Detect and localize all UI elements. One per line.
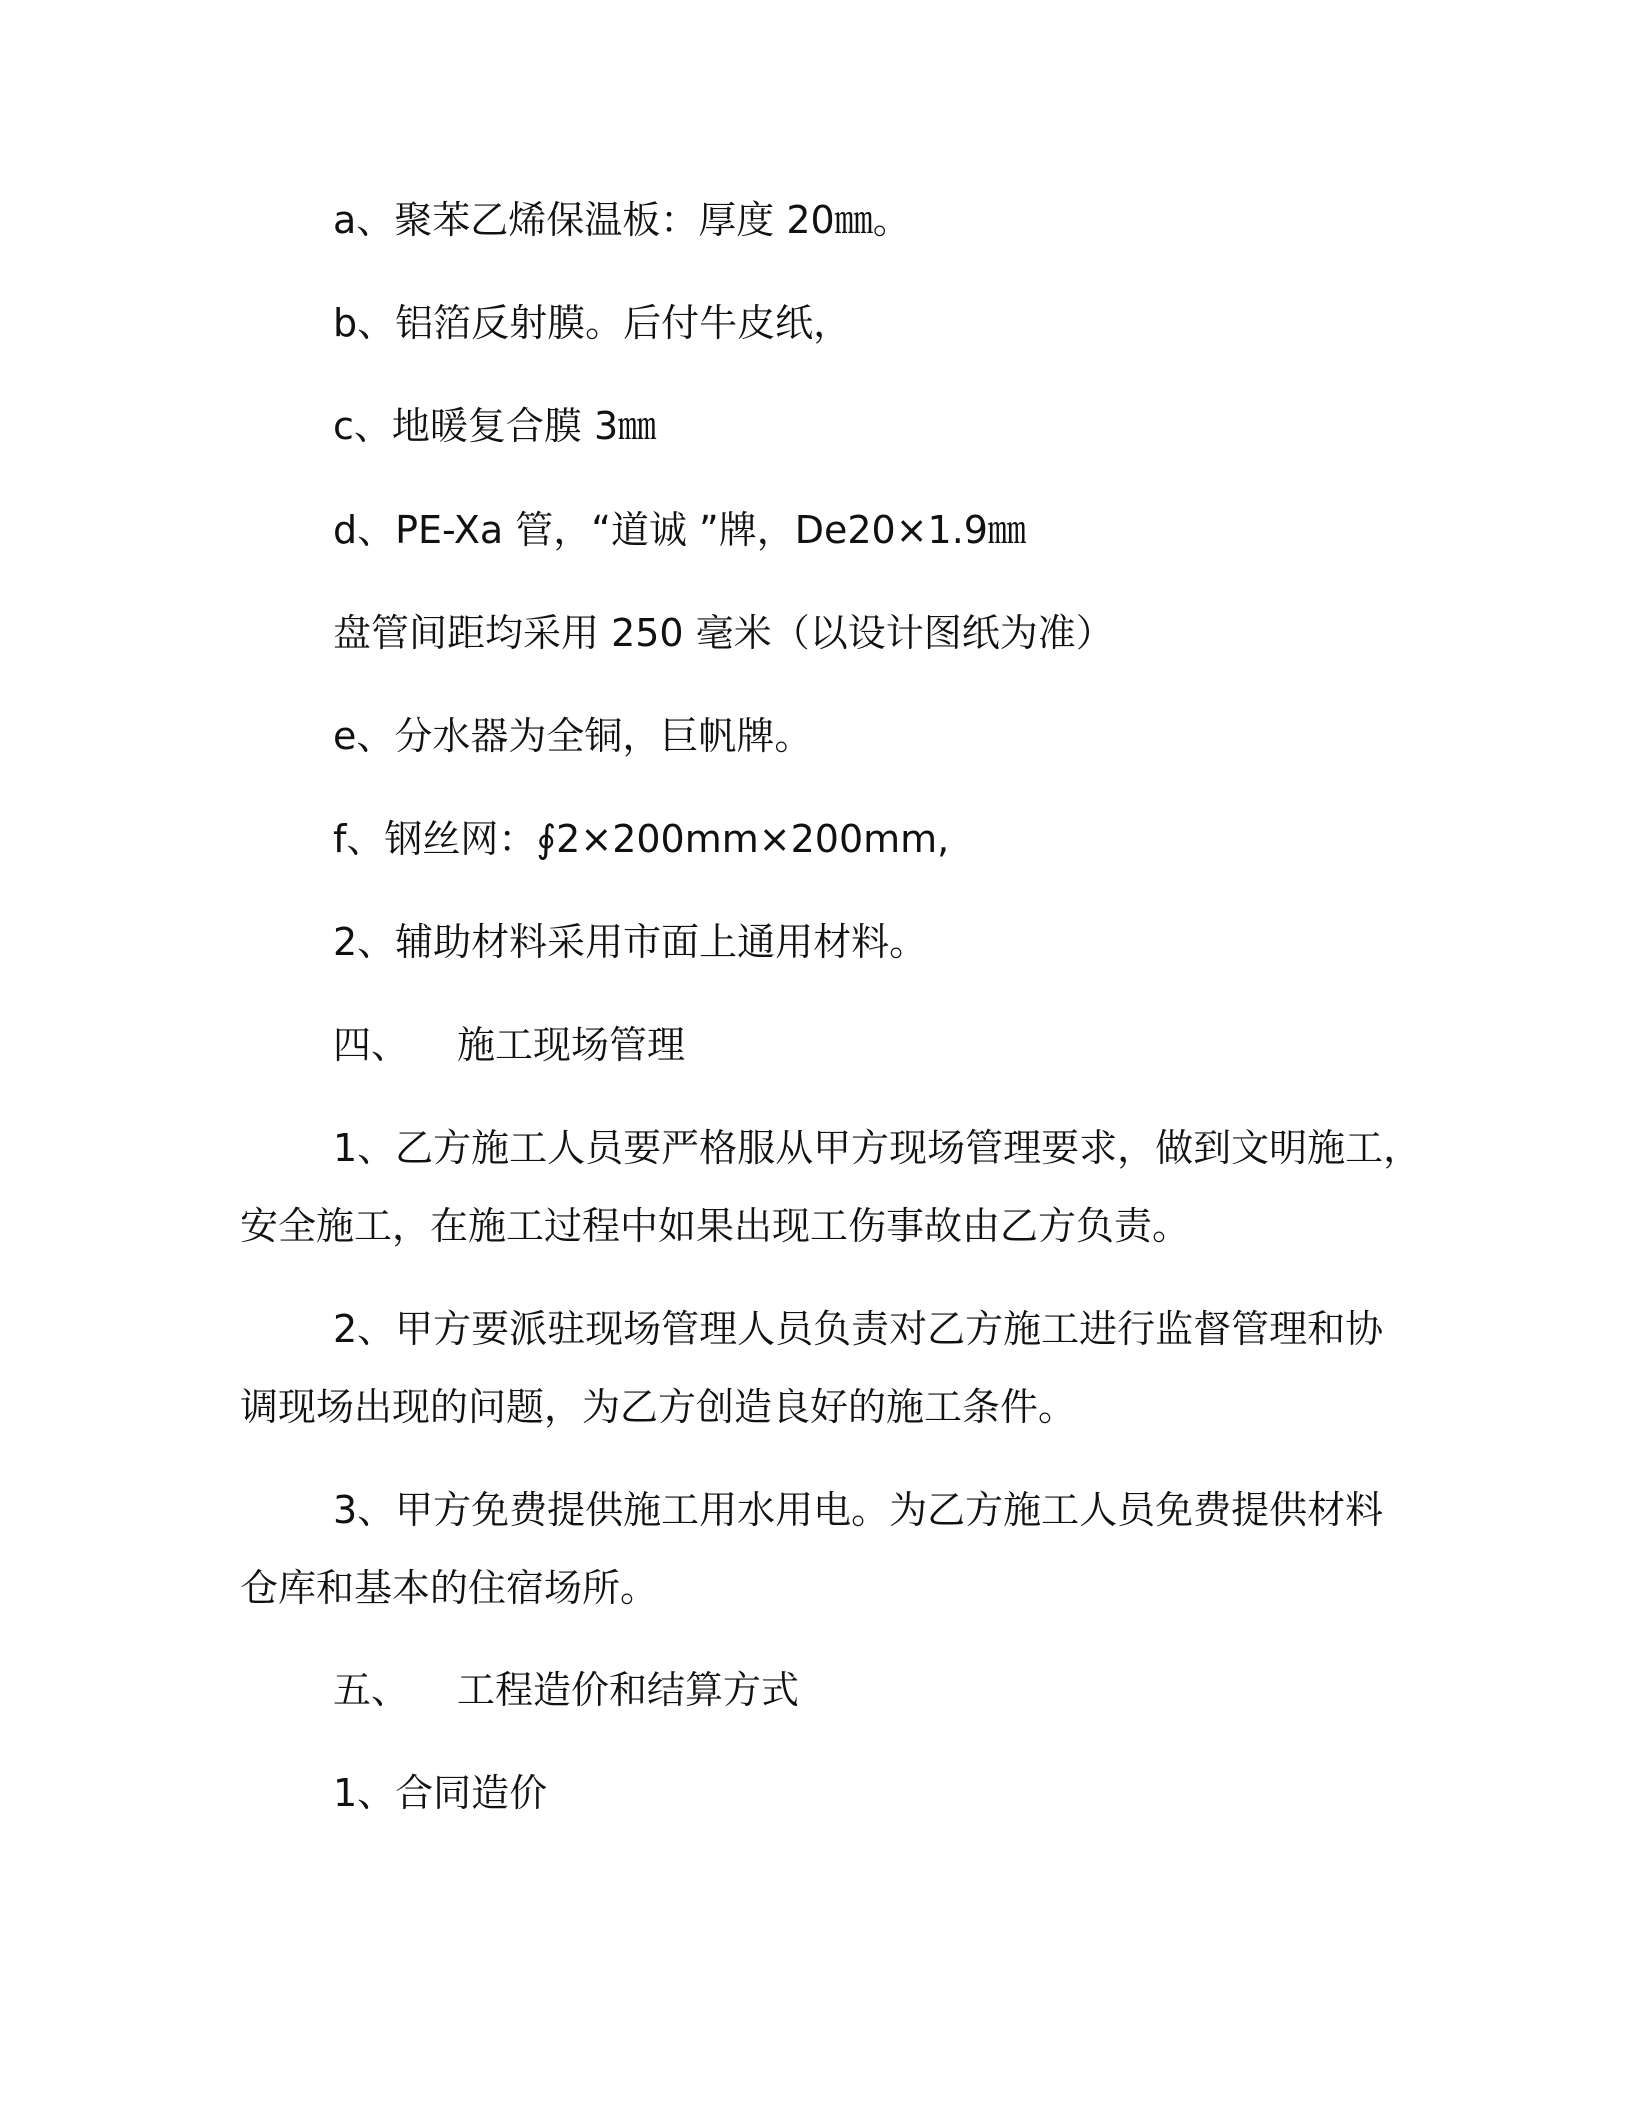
material-item-a: a、聚苯乙烯保温板：厚度 20㎜。: [333, 198, 911, 242]
section-heading-5: [333, 1666, 799, 1714]
section-title: 工程造价和结算方式: [457, 1668, 800, 1712]
paragraph-1-line-2: 安全施工，在施工过程中如果出现工伤事故由乙方负责。: [240, 1204, 1191, 1248]
auxiliary-materials-item: 2、辅助材料采用市面上通用材料。: [333, 920, 928, 964]
section-number: 五、: [333, 1668, 410, 1712]
section-title: 施工现场管理: [457, 1023, 686, 1067]
material-item-e: e、分水器为全铜，巨帆牌。: [333, 714, 813, 758]
contract-price-item: 1、合同造价: [333, 1771, 548, 1815]
material-item-b: b、铝箔反射膜。后付牛皮纸，: [333, 301, 852, 345]
paragraph-2-line-1: 2、甲方要派驻现场管理人员负责对乙方施工进行监督管理和协: [333, 1307, 1384, 1351]
paragraph-2-line-2: 调现场出现的问题，为乙方创造良好的施工条件。: [240, 1385, 1077, 1429]
material-item-f: f、钢丝网：∮2×200mm×200mm,: [333, 817, 950, 861]
material-item-c: c、地暖复合膜 3㎜: [333, 404, 657, 448]
paragraph-1-line-1: 1、乙方施工人员要严格服从甲方现场管理要求，做到文明施工，: [333, 1126, 1422, 1170]
section-heading-4: [333, 1021, 685, 1069]
paragraph-3-line-1: 3、甲方免费提供施工用水用电。为乙方施工人员免费提供材料: [333, 1488, 1384, 1532]
section-number: 四、: [333, 1023, 410, 1067]
paragraph-3-line-2: 仓库和基本的住宿场所。: [240, 1566, 659, 1610]
pipe-spacing-note: 盘管间距均采用 250 毫米（以设计图纸为准）: [333, 611, 1114, 655]
material-item-d: d、PE-Xa 管，“道诚 ”牌，De20×1.9㎜: [333, 508, 1026, 552]
